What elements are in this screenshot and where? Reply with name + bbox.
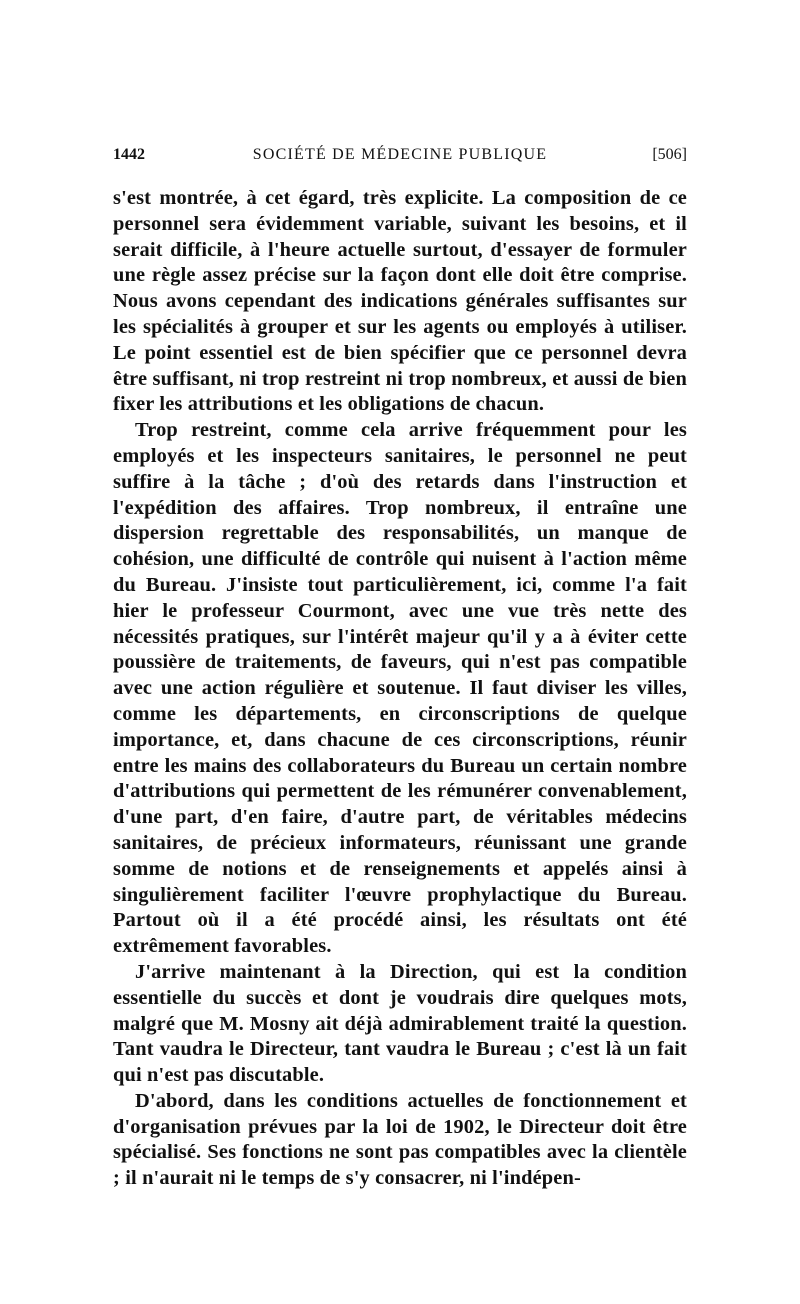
page-number: 1442 bbox=[113, 146, 145, 163]
running-head bbox=[113, 146, 687, 172]
paragraph-3: J'arrive maintenant à la Direction, qui est la condition essentielle du succès et dont je voudrais dire quelques mots, malgré que M. Mosny ait déjà admirablement traité la question. Tant vaudra le Directeur, tant vaudra le Bureau ; c'est là un fait qui n'est pas discutable. bbox=[113, 960, 687, 1087]
body-text bbox=[113, 186, 687, 1192]
paragraph-1: s'est montrée, à cet égard, très explicite. La composition de ce personnel sera évidemment variable, suivant les besoins, et il serait difficile, à l'heure actuelle surtout, d'essayer de formuler une règle assez précise sur la façon dont elle doit être comprise. Nous avons cependant des indications générales suffisantes sur les spécialités à grouper et sur les agents ou employés à utiliser. Le point essentiel est de bien spécifier que ce personnel devra être suffisant, ni trop restreint ni trop nombreux, et aussi de bien fixer les attributions et les obligations de chacun. bbox=[113, 187, 687, 416]
folio-number: [506] bbox=[652, 146, 687, 163]
journal-title: SOCIÉTÉ DE MÉDECINE PUBLIQUE bbox=[252, 146, 548, 163]
paragraph-4: D'abord, dans les conditions actuelles de fonctionnement et d'organisation prévues par la loi de 1902, le Directeur doit être spécialisé. Ses fonctions ne sont pas compatibles avec la clientèle ; il n'aurait ni le temps de s'y consacrer, ni l'indépen- bbox=[113, 1089, 687, 1190]
paragraph-2: Trop restreint, comme cela arrive fréquemment pour les employés et les inspecteurs sanitaires, le personnel ne peut suffire à la tâche ; d'où des retards dans l'instruction et l'expédition des affaires. Trop nombreux, il entraîne une dispersion regrettable des responsabilités, un manque de cohésion, une difficulté de contrôle qui nuisent à l'action même du Bureau. J'insiste tout particulièrement, ici, comme l'a fait hier le professeur Courmont, avec une vue très nette des nécessités pratiques, sur l'intérêt majeur qu'il y a à éviter cette poussière de traitements, de faveurs, qui n'est pas compatible avec une action régulière et soutenue. Il faut diviser les villes, comme les départements, en circonscriptions de quelque importance, et, dans chacune de ces circonscriptions, réunir entre les mains des collaborateurs du Bureau un certain nombre d'attributions qui permettent de les rémunérer convenablement, d'une part, d'en faire, d'autre part, de véritables médecins sanitaires, de précieux informateurs, réunissant une grande somme de notions et de renseignements et appelés ainsi à singulièrement faciliter l'œuvre prophylactique du Bureau. Partout où il a été procédé ainsi, les résultats ont été extrêmement favorables. bbox=[113, 419, 687, 958]
